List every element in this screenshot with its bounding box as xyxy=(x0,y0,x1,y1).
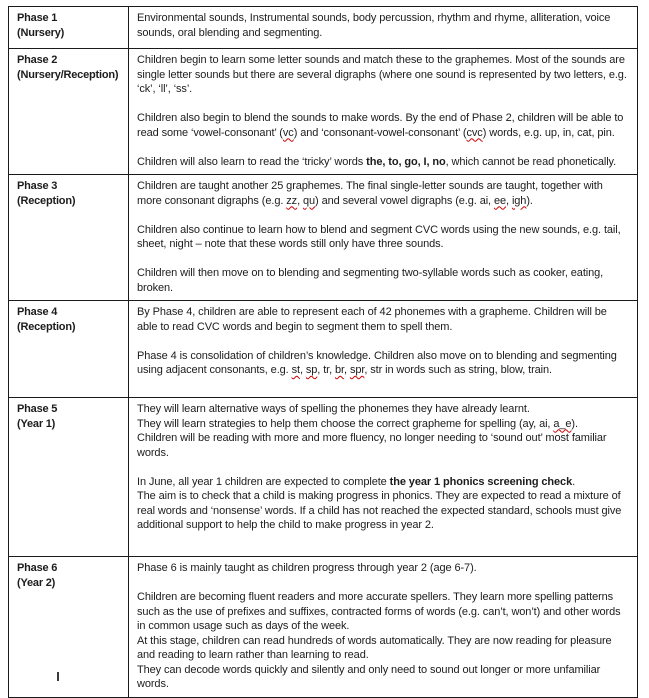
paragraph xyxy=(137,590,629,634)
text-segment: . xyxy=(572,475,576,488)
text-segment: ) and several vowel digraphs (e.g. ai, xyxy=(315,194,494,207)
phase-label-cell xyxy=(9,398,129,557)
spellcheck-flagged-text: br xyxy=(335,364,345,376)
phase-name: Phase 5 xyxy=(17,403,58,415)
phase-row xyxy=(9,398,638,557)
spellcheck-flagged-text: qu xyxy=(303,194,316,207)
paragraph xyxy=(137,663,629,692)
phase-description-cell xyxy=(129,557,638,698)
paragraph xyxy=(137,417,629,432)
text-segment: Phase 6 is mainly taught as children progress through year 2 (age 6-7). xyxy=(137,562,477,574)
phase-description-cell xyxy=(129,175,638,301)
text-segment: Environmental sounds, Instrumental sounds, body percussion, rhythm and rhyme, alliteration, voice sounds, oral blending and segmenting. xyxy=(137,12,611,39)
paragraph xyxy=(137,53,629,97)
phase-label-cell xyxy=(9,557,129,698)
text-segment: Phase 4 is consolidation of children’s knowledge. Children also move on to blending and segmenting using adjacent consonants, e.g. xyxy=(137,349,617,376)
phase-row xyxy=(9,7,638,49)
phase-row xyxy=(9,49,638,175)
paragraph xyxy=(137,155,629,170)
text-segment: Children are taught another 25 graphemes. The final single-letter sounds are taught, together with more consonant digraphs (e.g. xyxy=(137,180,603,207)
text-segment: ). xyxy=(526,194,533,207)
bold-text: the year 1 phonics screening check xyxy=(389,475,573,488)
phase-name: Phase 6 xyxy=(17,562,58,574)
paragraph xyxy=(137,111,629,140)
phases-table-body xyxy=(9,7,638,698)
text-segment: The aim is to check that a child is making progress in phonics. They are expected to read a mixture of real words and ‘nonsense’ words. If a child has not reached the expected standard, schools must give additional support to help the child to make progress in year 2. xyxy=(137,490,622,531)
spellcheck-flagged-text: a_e xyxy=(553,417,572,430)
phase-description xyxy=(137,402,629,551)
paragraph xyxy=(137,634,629,663)
text-segment: Children begin to learn some letter sounds and match these to the graphemes. Most of the sounds are single letter sounds but there are several digraphs (where one sound is represented by two letters, e.g. ‘ck’, ‘ll’, ‘ss’. xyxy=(137,54,627,95)
phase-description xyxy=(137,11,629,43)
phase-stage: (Year 2) xyxy=(17,576,56,589)
text-segment: Children will also learn to read the ‘tricky’ words xyxy=(137,155,367,168)
spellcheck-flagged-text: spr xyxy=(349,364,365,376)
phase-name: Phase 1 xyxy=(17,12,58,24)
paragraph xyxy=(137,266,629,295)
phase-description-cell xyxy=(129,398,638,557)
text-segment: Children will be reading with more and more fluency, no longer needing to ‘sound out’ most familiar words. xyxy=(137,432,607,459)
paragraph xyxy=(137,179,629,208)
text-segment: ) and ‘consonant-vowel-consonant’ ( xyxy=(293,126,467,139)
spellcheck-flagged-text: sp xyxy=(305,364,318,376)
text-segment: Children also continue to learn how to blend and segment CVC words using the new sounds, e.g. tail, sheet, night – note that these words still only have three sounds. xyxy=(137,223,621,250)
paragraph xyxy=(137,349,629,378)
text-segment: By Phase 4, children are able to represent each of 42 phonemes with a grapheme. Children will be able to read CVC words and begin to segment them to spell them. xyxy=(137,306,607,333)
phase-label-cell xyxy=(9,301,129,398)
paragraph xyxy=(137,561,629,576)
text-segment: They can decode words quickly and silently and only need to sound out longer or more unfamiliar words. xyxy=(137,663,601,690)
bold-text: the, to, go, I, no xyxy=(366,155,446,168)
phase-row xyxy=(9,301,638,398)
phase-stage: (Reception) xyxy=(17,194,76,207)
phase-stage: (Year 1) xyxy=(17,417,56,430)
text-segment: , str in words such as string, blow, train. xyxy=(364,364,552,376)
text-segment: , xyxy=(297,194,303,207)
phase-description-cell xyxy=(129,301,638,398)
spellcheck-flagged-text: zz xyxy=(286,194,298,207)
phase-label-cell xyxy=(9,7,129,49)
phase-label-cell xyxy=(9,49,129,175)
text-segment: Children are becoming fluent readers and more accurate spellers. They learn more spelling patterns such as the use of prefixes and suffixes, contracted forms of words (e.g. can’t, won’t) and other words in common usage such as days of the week. xyxy=(137,591,621,632)
phase-label-cell xyxy=(9,175,129,301)
paragraph xyxy=(137,489,629,533)
phase-description xyxy=(137,179,629,295)
text-segment: ). xyxy=(571,417,578,430)
paragraph xyxy=(137,305,629,334)
phonics-phases-table xyxy=(8,6,638,698)
spellcheck-flagged-text: vc xyxy=(282,126,294,139)
phase-name: Phase 3 xyxy=(17,180,58,192)
paragraph xyxy=(137,431,629,460)
phase-name: Phase 2 xyxy=(17,54,58,66)
text-segment: They will learn alternative ways of spelling the phonemes they have already learnt. xyxy=(137,403,530,415)
text-segment: At this stage, children can read hundreds of words automatically. They are now reading for pleasure and reading to learn rather than learning to read. xyxy=(137,634,612,661)
phase-description xyxy=(137,305,629,392)
text-segment: , xyxy=(299,364,306,376)
text-segment: In June, all year 1 children are expected to complete xyxy=(137,475,390,488)
text-cursor-mark xyxy=(57,672,59,681)
phase-row xyxy=(9,175,638,301)
spellcheck-flagged-text: cvc xyxy=(466,126,483,139)
paragraph xyxy=(137,475,629,490)
phase-row xyxy=(9,557,638,698)
text-segment: ) words, e.g. up, in, cat, pin. xyxy=(482,126,615,139)
phase-description-cell xyxy=(129,7,638,49)
text-segment: , which cannot be read phonetically. xyxy=(445,155,617,168)
phase-description xyxy=(137,561,629,692)
text-segment: , xyxy=(344,364,350,376)
phase-description xyxy=(137,53,629,169)
text-segment: Children also begin to blend the sounds to make words. By the end of Phase 2, children will be able to read some ‘vowel-consonant’ ( xyxy=(137,112,624,139)
spellcheck-flagged-text: igh xyxy=(511,194,527,207)
spellcheck-flagged-text: st xyxy=(291,364,300,376)
paragraph xyxy=(137,11,629,40)
paragraph xyxy=(137,402,629,417)
text-segment: , xyxy=(506,194,512,207)
text-segment: Children will then move on to blending and segmenting two-syllable words such as cooker, eating, broken. xyxy=(137,267,604,294)
spellcheck-flagged-text: ee xyxy=(493,194,507,207)
phase-stage: (Nursery/Reception) xyxy=(17,68,119,81)
text-segment: , tr, xyxy=(317,364,336,376)
paragraph xyxy=(137,223,629,252)
phase-stage: (Reception) xyxy=(17,320,76,333)
phase-description-cell xyxy=(129,49,638,175)
phase-stage: (Nursery) xyxy=(17,26,65,39)
phase-name: Phase 4 xyxy=(17,306,58,318)
text-segment: They will learn strategies to help them choose the correct grapheme for spelling (ay, ai, xyxy=(137,417,554,430)
